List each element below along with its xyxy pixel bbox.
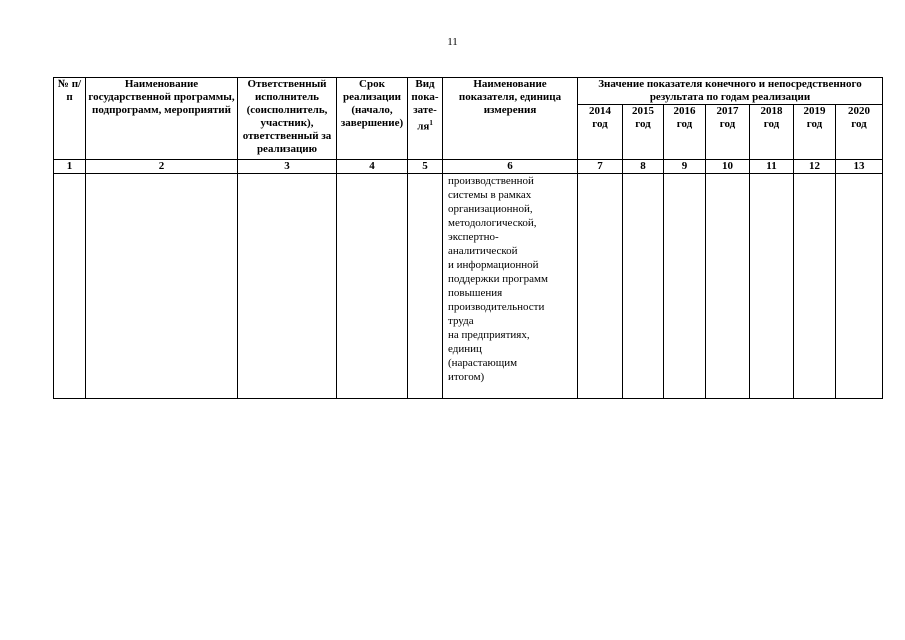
column-number-9: 9 [664, 160, 706, 174]
cell-indicator-type [408, 174, 443, 399]
header-year-label: 2018 [760, 105, 783, 117]
header-indicator-type [408, 78, 443, 160]
column-number-8: 8 [623, 160, 664, 174]
cell-value-2017 [706, 174, 750, 399]
header-year-unit: год [851, 118, 867, 130]
cell-program-name [86, 174, 238, 399]
indicator-line: и информационной [448, 259, 539, 271]
column-number-1: 1 [54, 160, 86, 174]
column-number-2: 2 [86, 160, 238, 174]
indicator-line: организационной, [448, 203, 533, 215]
indicator-text [444, 174, 576, 384]
cell-value-2019 [794, 174, 836, 399]
header-year-2020 [836, 105, 883, 160]
indicator-line: экспертно- [448, 231, 499, 243]
indicator-line: аналитической [448, 245, 518, 257]
column-number-11: 11 [750, 160, 794, 174]
indicators-table [53, 77, 883, 399]
indicator-line: системы в рамках [448, 189, 532, 201]
cell-value-2020 [836, 174, 883, 399]
indicator-line: производительности [448, 301, 545, 313]
cell-value-2016 [664, 174, 706, 399]
header-year-label: 2016 [673, 105, 696, 117]
column-number-4: 4 [337, 160, 408, 174]
column-number-10: 10 [706, 160, 750, 174]
header-year-2015 [623, 105, 664, 160]
indicator-line: производственной [448, 175, 534, 187]
cell-value-2015 [623, 174, 664, 399]
indicator-line: единиц [448, 343, 482, 355]
page-number: 11 [447, 36, 458, 48]
header-year-2019 [794, 105, 836, 160]
column-number-13: 13 [836, 160, 883, 174]
header-year-label: 2015 [632, 105, 654, 117]
indicator-line: поддержки программ [448, 273, 548, 285]
indicator-line: итогом) [448, 371, 485, 383]
header-year-unit: год [719, 118, 736, 130]
header-year-2018 [750, 105, 794, 160]
indicator-line: повышения [448, 287, 503, 299]
cell-value-2018 [750, 174, 794, 399]
header-year-label: 2020 [848, 105, 870, 117]
cell-responsible [238, 174, 337, 399]
cell-term [337, 174, 408, 399]
header-year-2014 [578, 105, 623, 160]
header-year-2017 [706, 105, 750, 160]
cell-indicator-name [443, 174, 578, 399]
header-indicator-type-text: Вид пока-зате-ля [411, 78, 439, 133]
column-number-7: 7 [578, 160, 623, 174]
header-values-group: Значение показателя конечного и непосредственного результата по годам реализации [578, 78, 883, 105]
column-number-6: 6 [443, 160, 578, 174]
header-number: № п/п [54, 78, 86, 160]
header-year-2016 [664, 105, 706, 160]
cell-number [54, 174, 86, 399]
header-year-unit: год [635, 118, 651, 130]
indicator-line: методологической, [448, 217, 537, 229]
indicator-line: (нарастающим [448, 357, 518, 369]
header-responsible: Ответственный исполнитель (соисполнитель, участник), ответственный за реализацию [238, 78, 337, 160]
indicator-line: на предприятиях, [448, 329, 530, 341]
column-number-12: 12 [794, 160, 836, 174]
header-year-label: 2014 [589, 105, 611, 117]
footnote-mark: 1 [429, 119, 433, 127]
column-number-5: 5 [408, 160, 443, 174]
header-year-unit: год [592, 118, 608, 130]
header-year-unit: год [806, 118, 823, 130]
header-term: Срок реализации (начало, завершение) [337, 78, 408, 160]
header-year-unit: год [676, 118, 693, 130]
indicator-line: труда [448, 315, 474, 327]
column-number-3: 3 [238, 160, 337, 174]
header-year-label: 2019 [803, 105, 826, 117]
header-year-label: 2017 [716, 105, 739, 117]
header-year-unit: год [763, 118, 780, 130]
header-program-name: Наименование государственной программы, подпрограмм, мероприятий [86, 78, 238, 160]
cell-value-2014 [578, 174, 623, 399]
header-indicator-name: Наименование показателя, единица измерения [443, 78, 578, 160]
